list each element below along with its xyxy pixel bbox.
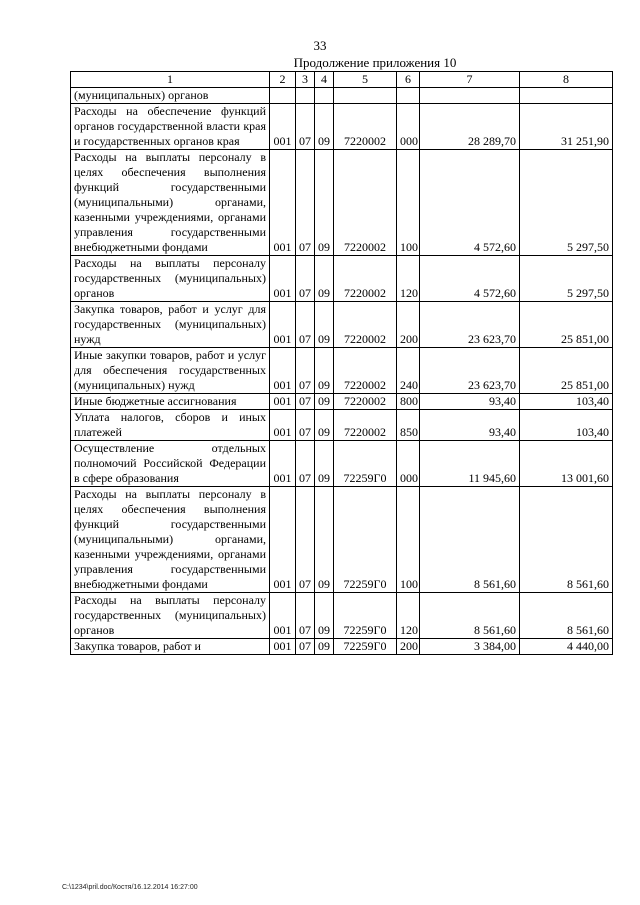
cell-c3: 07 <box>296 487 315 593</box>
cell-c7 <box>420 88 520 104</box>
cell-c5: 7220002 <box>334 104 397 150</box>
cell-c4: 09 <box>315 441 334 487</box>
table-row <box>71 593 613 639</box>
cell-c8 <box>520 88 613 104</box>
cell-c8: 103,40 <box>520 410 613 441</box>
cell-c7: 4 572,60 <box>420 256 520 302</box>
row-name: Осуществление отдельных полномочий Российской Федерации в сфере образования <box>71 441 270 487</box>
header-cell: 8 <box>520 72 613 88</box>
cell-c3: 07 <box>296 104 315 150</box>
cell-c6: 120 <box>397 593 420 639</box>
table-row <box>71 410 613 441</box>
cell-c5: 7220002 <box>334 410 397 441</box>
cell-c2: 001 <box>270 487 296 593</box>
cell-c2: 001 <box>270 410 296 441</box>
cell-c5 <box>334 88 397 104</box>
page-number: 33 <box>313 38 327 53</box>
row-name: Иные бюджетные ассигнования <box>71 394 270 410</box>
table-row <box>71 104 613 150</box>
cell-c6: 120 <box>397 256 420 302</box>
row-name: Расходы на выплаты персоналу в целях обеспечения выполнения функций государственными (муниципальными) органами, казенными учреждениями, органами управления государственными внебюджетными фондами <box>71 150 270 256</box>
table-row <box>71 88 613 104</box>
cell-c8: 5 297,50 <box>520 256 613 302</box>
header-cell: 3 <box>296 72 315 88</box>
cell-c2: 001 <box>270 394 296 410</box>
header-cell: 7 <box>420 72 520 88</box>
cell-c8: 8 561,60 <box>520 593 613 639</box>
cell-c5: 72259Г0 <box>334 487 397 593</box>
cell-c2: 001 <box>270 348 296 394</box>
cell-c7: 8 561,60 <box>420 487 520 593</box>
cell-c7: 8 561,60 <box>420 593 520 639</box>
cell-c6: 100 <box>397 487 420 593</box>
cell-c5: 7220002 <box>334 348 397 394</box>
table-row <box>71 348 613 394</box>
cell-c8: 25 851,00 <box>520 348 613 394</box>
cell-c4: 09 <box>315 348 334 394</box>
cell-c7: 28 289,70 <box>420 104 520 150</box>
cell-c4: 09 <box>315 487 334 593</box>
header-cell: 6 <box>397 72 420 88</box>
cell-c2: 001 <box>270 104 296 150</box>
cell-c6: 000 <box>397 441 420 487</box>
cell-c7: 23 623,70 <box>420 302 520 348</box>
row-name: Уплата налогов, сборов и иных платежей <box>71 410 270 441</box>
cell-c8: 13 001,60 <box>520 441 613 487</box>
cell-c8: 4 440,00 <box>520 639 613 655</box>
cell-c7: 93,40 <box>420 394 520 410</box>
table-row <box>71 639 613 655</box>
table-row <box>71 150 613 256</box>
row-name: Расходы на выплаты персоналу государственных (муниципальных) органов <box>71 593 270 639</box>
cell-c2: 001 <box>270 441 296 487</box>
row-name: Закупка товаров, работ и услуг для государственных (муниципальных) нужд <box>71 302 270 348</box>
row-name: Расходы на выплаты персоналу в целях обеспечения выполнения функций государственными (муниципальными) органами, казенными учреждениями, органами управления государственными внебюджетными фондами <box>71 487 270 593</box>
cell-c3: 07 <box>296 348 315 394</box>
cell-c2: 001 <box>270 256 296 302</box>
cell-c2: 001 <box>270 593 296 639</box>
row-name: Иные закупки товаров, работ и услуг для обеспечения государственных (муниципальных) нужд <box>71 348 270 394</box>
cell-c5: 7220002 <box>334 256 397 302</box>
cell-c5: 7220002 <box>334 394 397 410</box>
cell-c2: 001 <box>270 639 296 655</box>
cell-c3: 07 <box>296 593 315 639</box>
header-cell: 1 <box>71 72 270 88</box>
cell-c7: 93,40 <box>420 410 520 441</box>
header-cell: 4 <box>315 72 334 88</box>
cell-c4: 09 <box>315 104 334 150</box>
cell-c2 <box>270 88 296 104</box>
table-row <box>71 441 613 487</box>
cell-c8: 103,40 <box>520 394 613 410</box>
cell-c6: 240 <box>397 348 420 394</box>
cell-c4: 09 <box>315 150 334 256</box>
cell-c8: 5 297,50 <box>520 150 613 256</box>
header-row <box>71 72 613 88</box>
cell-c6: 200 <box>397 302 420 348</box>
cell-c4: 09 <box>315 410 334 441</box>
cell-c6: 200 <box>397 639 420 655</box>
cell-c8: 8 561,60 <box>520 487 613 593</box>
cell-c4: 09 <box>315 394 334 410</box>
table-row <box>71 302 613 348</box>
file-path-footer: C:\1234\pril.doc/Костя/16.12.2014 16:27:00 <box>62 884 198 891</box>
cell-c7: 23 623,70 <box>420 348 520 394</box>
row-name: Расходы на выплаты персоналу государственных (муниципальных) органов <box>71 256 270 302</box>
cell-c7: 11 945,60 <box>420 441 520 487</box>
table-row <box>71 394 613 410</box>
table-row <box>71 487 613 593</box>
header-cell: 2 <box>270 72 296 88</box>
cell-c3 <box>296 88 315 104</box>
continuation-title: Продолжение приложения 10 <box>293 55 457 70</box>
cell-c4: 09 <box>315 639 334 655</box>
cell-c5: 72259Г0 <box>334 639 397 655</box>
cell-c3: 07 <box>296 410 315 441</box>
cell-c5: 7220002 <box>334 150 397 256</box>
cell-c6: 000 <box>397 104 420 150</box>
cell-c3: 07 <box>296 256 315 302</box>
cell-c5: 7220002 <box>334 302 397 348</box>
cell-c8: 25 851,00 <box>520 302 613 348</box>
cell-c3: 07 <box>296 441 315 487</box>
header-cell: 5 <box>334 72 397 88</box>
cell-c6 <box>397 88 420 104</box>
cell-c7: 4 572,60 <box>420 150 520 256</box>
budget-table <box>70 71 613 655</box>
cell-c6: 100 <box>397 150 420 256</box>
cell-c6: 850 <box>397 410 420 441</box>
cell-c4: 09 <box>315 256 334 302</box>
cell-c3: 07 <box>296 639 315 655</box>
cell-c3: 07 <box>296 394 315 410</box>
cell-c3: 07 <box>296 302 315 348</box>
cell-c6: 800 <box>397 394 420 410</box>
cell-c5: 72259Г0 <box>334 593 397 639</box>
row-name: Закупка товаров, работ и <box>71 639 270 655</box>
cell-c7: 3 384,00 <box>420 639 520 655</box>
cell-c4 <box>315 88 334 104</box>
cell-c2: 001 <box>270 302 296 348</box>
cell-c2: 001 <box>270 150 296 256</box>
cell-c4: 09 <box>315 593 334 639</box>
cell-c3: 07 <box>296 150 315 256</box>
cell-c4: 09 <box>315 302 334 348</box>
row-name: (муниципальных) органов <box>71 88 270 104</box>
cell-c5: 72259Г0 <box>334 441 397 487</box>
table-row <box>71 256 613 302</box>
row-name: Расходы на обеспечение функций органов государственной власти края и государственных органов края <box>71 104 270 150</box>
cell-c8: 31 251,90 <box>520 104 613 150</box>
